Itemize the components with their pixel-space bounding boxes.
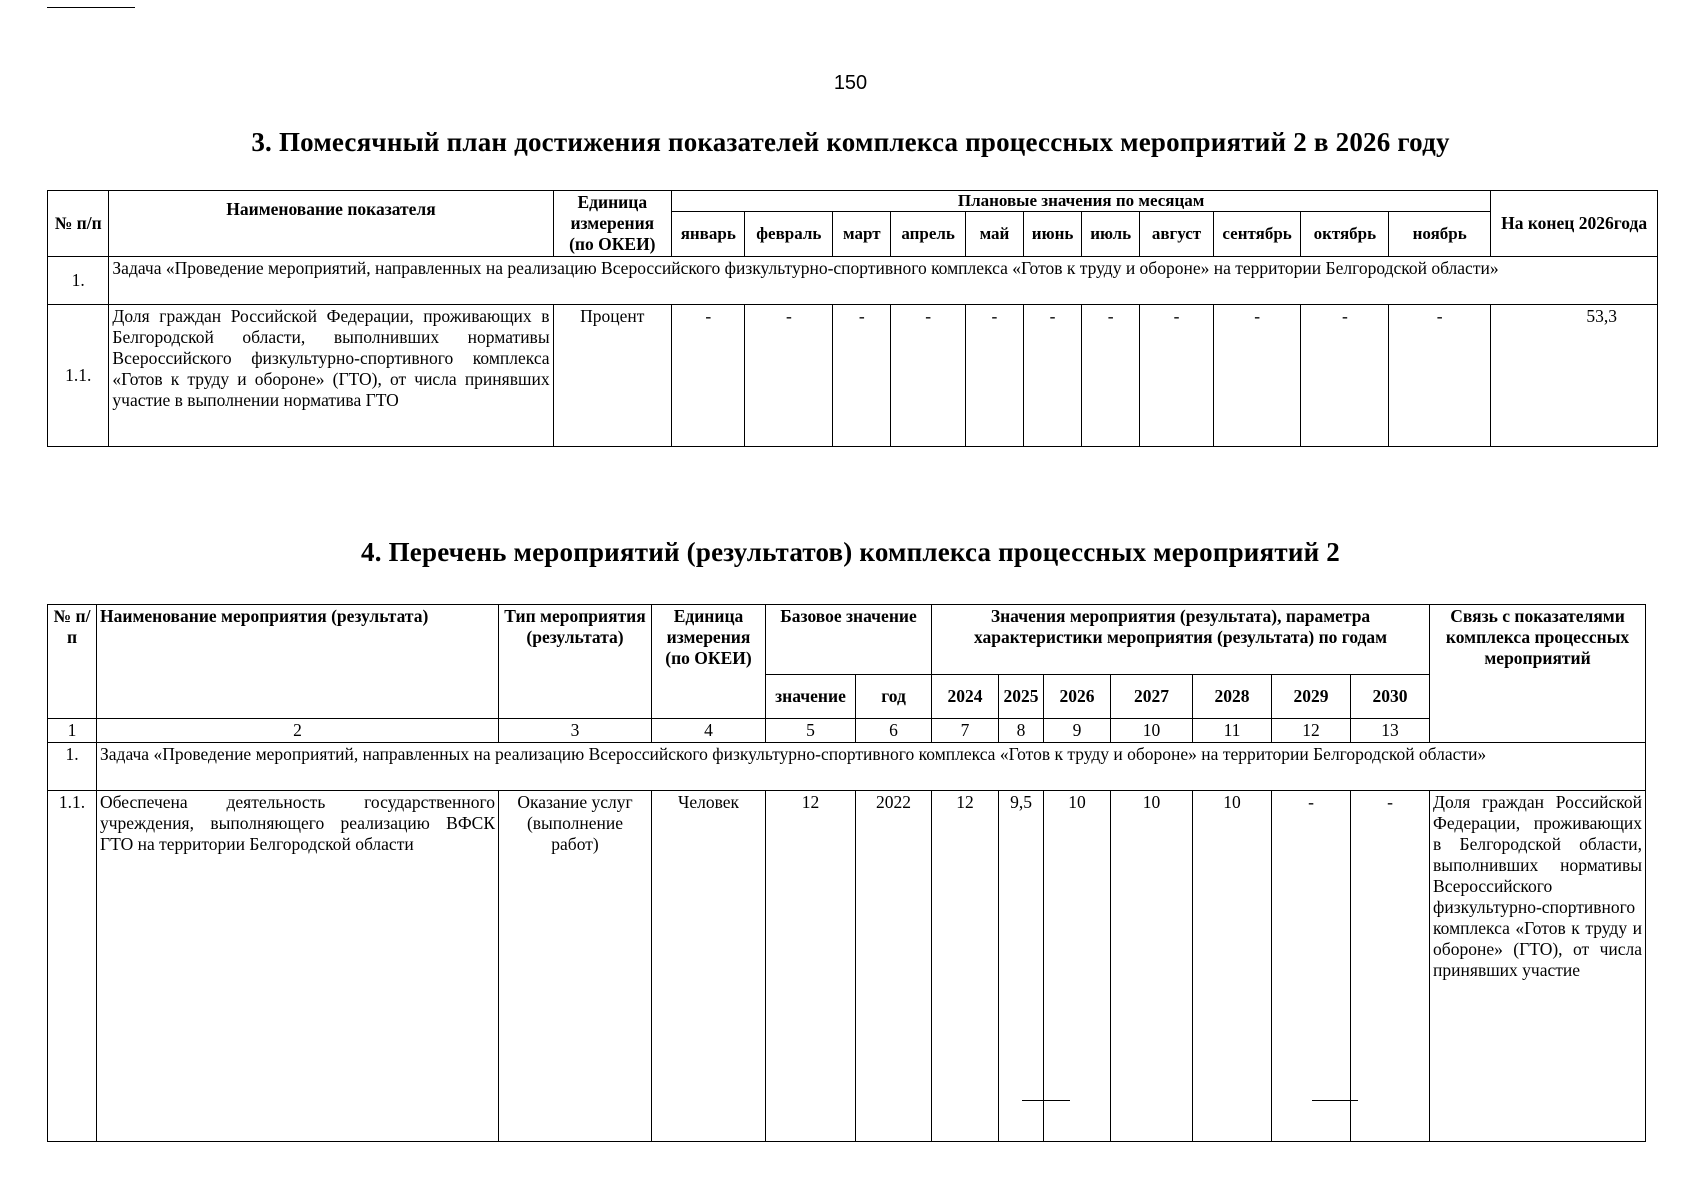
month-value: -: [745, 305, 833, 447]
header-activity-name: Наименование мероприятия (результата): [97, 605, 499, 719]
month-value: -: [891, 305, 966, 447]
column-number: 1: [48, 719, 97, 743]
year-value: -: [1272, 791, 1351, 1142]
header-indicator-name: Наименование показателя: [109, 191, 553, 257]
section-3-title: 3. Помесячный план достижения показателей комплекса процессных мероприятий 2 в 2026 году: [251, 127, 1450, 157]
section-4-title: 4. Перечень мероприятий (результатов) комплекса процессных мероприятий 2: [361, 537, 1340, 567]
year-value: 12: [932, 791, 999, 1142]
column-number: 13: [1351, 719, 1430, 743]
monthly-plan-table: [47, 190, 1658, 447]
header-year: 2027: [1111, 675, 1193, 719]
year-value: -: [1351, 791, 1430, 1142]
header-month: февраль: [745, 211, 833, 256]
month-value: -: [833, 305, 891, 447]
activity-type: Оказание услуг (выполнение работ): [499, 791, 652, 1142]
month-value: -: [1082, 305, 1140, 447]
year-value: 10: [1193, 791, 1272, 1142]
column-number: 3: [499, 719, 652, 743]
month-value: -: [672, 305, 745, 447]
year-value: 9,5: [999, 791, 1044, 1142]
header-month: ноябрь: [1389, 211, 1491, 256]
header-base-value: Базовое значение: [766, 605, 932, 675]
header-month: апрель: [891, 211, 966, 256]
header-year: 2024: [932, 675, 999, 719]
month-value: -: [1024, 305, 1082, 447]
header-month: июнь: [1024, 211, 1082, 256]
month-value: -: [1140, 305, 1213, 447]
column-number: 4: [652, 719, 766, 743]
column-number: 9: [1044, 719, 1111, 743]
month-value: -: [965, 305, 1023, 447]
indicator-unit: Процент: [553, 305, 671, 447]
task-num: 1.: [48, 257, 109, 305]
indicator-name: Доля граждан Российской Федерации, проживающих в Белгородской области, выполнивших нормативы Всероссийского физкультурно-спортивного комплекса «Готов к труду и обороне» (ГТО), от числа принявших участие в выполнении норматива ГТО: [109, 305, 553, 447]
task-num: 1.: [48, 743, 97, 791]
column-number: 10: [1111, 719, 1193, 743]
header-num: № п/п: [48, 605, 97, 719]
year-value: 10: [1044, 791, 1111, 1142]
header-year: 2029: [1272, 675, 1351, 719]
header-month: сентябрь: [1213, 211, 1301, 256]
header-unit: Единица измерения (по ОКЕИ): [652, 605, 766, 719]
header-year: 2028: [1193, 675, 1272, 719]
task-text: Задача «Проведение мероприятий, направленных на реализацию Всероссийского физкультурно-спортивного комплекса «Готов к труду и обороне» на территории Белгородской области»: [97, 743, 1646, 791]
header-num: № п/п: [48, 191, 109, 257]
header-link: Связь с показателями комплекса процессных мероприятий: [1430, 605, 1646, 743]
base-year: 2022: [856, 791, 932, 1142]
task-text: Задача «Проведение мероприятий, направленных на реализацию Всероссийского физкультурно-спортивного комплекса «Готов к труду и обороне» на территории Белгородской области»: [109, 257, 1658, 305]
header-month: март: [833, 211, 891, 256]
header-year: 2030: [1351, 675, 1430, 719]
activities-table: [47, 604, 1646, 1142]
header-end-of-year: На конец 2026года: [1491, 191, 1658, 257]
column-number: 2: [97, 719, 499, 743]
header-activity-type: Тип мероприятия (результата): [499, 605, 652, 719]
activity-unit: Человек: [652, 791, 766, 1142]
header-month: июль: [1082, 211, 1140, 256]
header-month: май: [965, 211, 1023, 256]
header-unit: Единица измерения (по ОКЕИ): [553, 191, 671, 257]
page-number: 150: [833, 72, 868, 94]
month-value: -: [1213, 305, 1301, 447]
header-month: октябрь: [1301, 211, 1389, 256]
header-month: январь: [672, 211, 745, 256]
base-value: 12: [766, 791, 856, 1142]
header-values-by-year: Значения мероприятия (результата), параметра характеристики мероприятия (результата) по годам: [932, 605, 1430, 675]
year-value: 10: [1111, 791, 1193, 1142]
header-year: 2025: [999, 675, 1044, 719]
header-base-value-amount: значение: [766, 675, 856, 719]
header-month: август: [1140, 211, 1213, 256]
row-num: 1.1.: [48, 305, 109, 447]
column-number: 11: [1193, 719, 1272, 743]
month-value: -: [1389, 305, 1491, 447]
row-num: 1.1.: [48, 791, 97, 1142]
column-number: 6: [856, 719, 932, 743]
column-number: 7: [932, 719, 999, 743]
column-number: 8: [999, 719, 1044, 743]
header-planned-values: Плановые значения по месяцам: [672, 191, 1491, 212]
header-year: 2026: [1044, 675, 1111, 719]
column-number: 5: [766, 719, 856, 743]
end-of-year-value: 53,3: [1491, 305, 1658, 447]
top-rule: [47, 7, 135, 8]
month-value: -: [1301, 305, 1389, 447]
header-base-year: год: [856, 675, 932, 719]
column-number: 12: [1272, 719, 1351, 743]
link-to-indicator: Доля граждан Российской Федерации, проживающих в Белгородской области, выполнивших нормативы Всероссийского физкультурно-спортивного комплекса «Готов к труду и обороне» (ГТО), от числа принявших участие: [1430, 791, 1646, 1142]
activity-name: Обеспечена деятельность государственного учреждения, выполняющего реализацию ВФСК ГТО на территории Белгородской области: [97, 791, 499, 1142]
